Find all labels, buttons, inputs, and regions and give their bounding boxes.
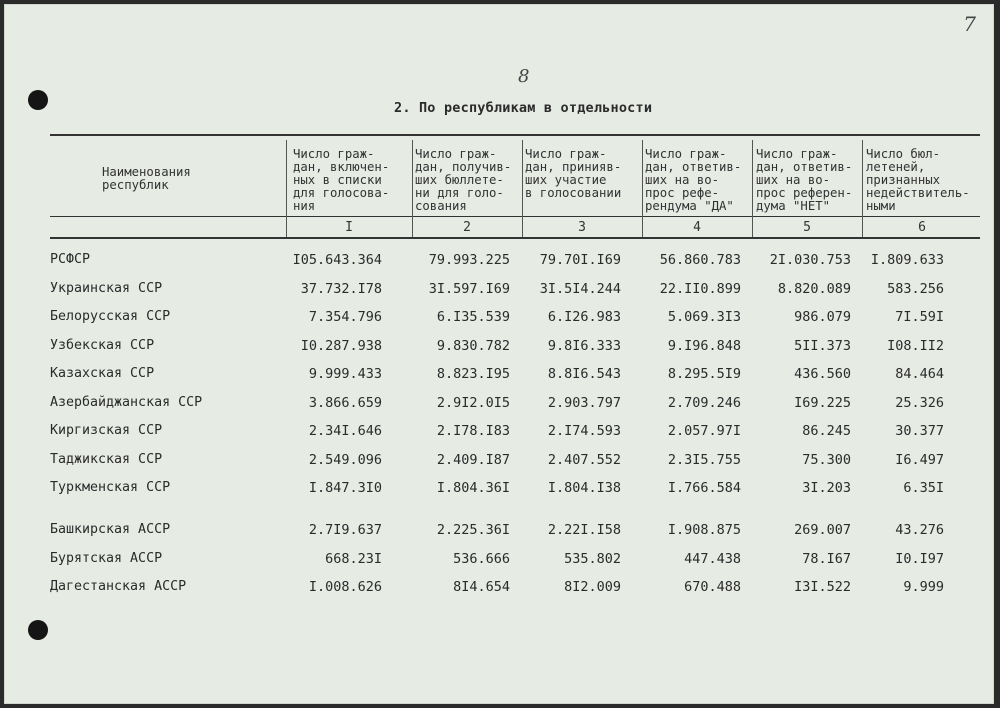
value-cell-col-1: 668.23I <box>325 551 382 567</box>
value-cell-col-5: I69.225 <box>794 395 851 411</box>
value-cell-col-6: 7I.59I <box>895 309 944 325</box>
republic-name: Туркменская ССР <box>50 480 171 495</box>
value-cell-col-1: 2.549.096 <box>308 452 382 468</box>
value-cell-col-2: 9.830.782 <box>436 338 510 354</box>
table-row <box>4 338 994 358</box>
value-cell-col-5: 86.245 <box>802 423 851 439</box>
value-cell-col-4: I.908.875 <box>667 522 741 538</box>
table-row <box>4 281 994 301</box>
value-cell-col-6: I0.I97 <box>895 551 944 567</box>
punch-hole <box>28 620 48 640</box>
header-rule <box>50 216 980 217</box>
value-cell-col-4: 670.488 <box>684 579 741 595</box>
value-cell-col-2: 6.I35.539 <box>436 309 510 325</box>
value-cell-col-3: 2.407.552 <box>547 452 621 468</box>
table-row <box>4 252 994 272</box>
value-cell-col-2: 8.823.I95 <box>436 366 510 382</box>
value-cell-col-3: 79.70I.I69 <box>539 252 621 268</box>
value-cell-col-3: 2.22I.I58 <box>547 522 621 538</box>
value-cell-col-6: 43.276 <box>895 522 944 538</box>
table-top-rule <box>50 134 980 136</box>
table-row <box>4 522 994 542</box>
value-cell-col-5: 3I.203 <box>802 480 851 496</box>
value-cell-col-4: 447.438 <box>684 551 741 567</box>
table-row <box>4 579 994 599</box>
table-row <box>4 395 994 415</box>
value-cell-col-5: I3I.522 <box>794 579 851 595</box>
value-cell-col-5: 5II.373 <box>794 338 851 354</box>
value-cell-col-3: 6.I26.983 <box>547 309 621 325</box>
value-cell-col-2: 3I.597.I69 <box>428 281 510 297</box>
value-cell-col-3: 535.802 <box>564 551 621 567</box>
value-cell-col-1: I0.287.938 <box>300 338 382 354</box>
value-cell-col-6: I6.497 <box>895 452 944 468</box>
value-cell-col-3: 3I.5I4.244 <box>539 281 621 297</box>
document-page <box>4 4 994 704</box>
page-number: 7 <box>963 12 976 36</box>
value-cell-col-4: 2.057.97I <box>667 423 741 439</box>
value-cell-col-5: 269.007 <box>794 522 851 538</box>
value-cell-col-3: 2.I74.593 <box>547 423 621 439</box>
page-title: 2. По республикам в отдельности <box>394 100 653 116</box>
column-number: 5 <box>803 220 811 235</box>
republic-name: Дагестанская АССР <box>50 579 187 594</box>
value-cell-col-4: I.766.584 <box>667 480 741 496</box>
republic-name: Таджикская ССР <box>50 452 163 467</box>
value-cell-col-2: I.804.36I <box>436 480 510 496</box>
header-col-1: Число граж- дан, включен- ных в списки для голосова- ния <box>293 147 390 213</box>
value-cell-col-6: I08.II2 <box>887 338 944 354</box>
header-name-column: Наименования республик <box>102 165 191 192</box>
value-cell-col-1: I05.643.364 <box>292 252 382 268</box>
column-number: 6 <box>918 220 926 235</box>
republic-name: Белорусская ССР <box>50 309 171 324</box>
value-cell-col-5: 8.820.089 <box>777 281 851 297</box>
value-cell-col-1: I.847.3I0 <box>308 480 382 496</box>
value-cell-col-2: 536.666 <box>453 551 510 567</box>
table-row <box>4 452 994 472</box>
value-cell-col-6: 583.256 <box>887 281 944 297</box>
column-number: 3 <box>578 220 586 235</box>
value-cell-col-3: 8.8I6.543 <box>547 366 621 382</box>
value-cell-col-1: 2.34I.646 <box>308 423 382 439</box>
republic-name: Узбекская ССР <box>50 338 155 353</box>
table-row <box>4 309 994 329</box>
value-cell-col-4: 22.II0.899 <box>659 281 741 297</box>
header-col-4: Число граж- дан, ответив- ших на во- прос рефе- рендума "ДА" <box>645 147 742 213</box>
republic-name: Башкирская АССР <box>50 522 171 537</box>
value-cell-col-5: 436.560 <box>794 366 851 382</box>
value-cell-col-5: 75.300 <box>802 452 851 468</box>
header-col-3: Число граж- дан, принияв- ших участие в голосовании <box>525 147 622 200</box>
value-cell-col-2: 2.9I2.0I5 <box>436 395 510 411</box>
value-cell-col-4: 2.3I5.755 <box>667 452 741 468</box>
value-cell-col-6: I.809.633 <box>870 252 944 268</box>
republic-name: Казахская ССР <box>50 366 155 381</box>
value-cell-col-1: 3.866.659 <box>308 395 382 411</box>
republic-name: РСФСР <box>50 252 91 267</box>
value-cell-col-2: 2.409.I87 <box>436 452 510 468</box>
value-cell-col-3: 2.903.797 <box>547 395 621 411</box>
value-cell-col-1: 37.732.I78 <box>300 281 382 297</box>
value-cell-col-1: 9.999.433 <box>308 366 382 382</box>
table-row <box>4 480 994 500</box>
value-cell-col-4: 2.709.246 <box>667 395 741 411</box>
header-col-5: Число граж- дан, ответив- ших на во- прос референ- дума "НЕТ" <box>756 147 853 213</box>
republic-name: Киргизская ССР <box>50 423 163 438</box>
header-col-2: Число граж- дан, получив- ших бюллете- ни для голо- сования <box>415 147 512 213</box>
value-cell-col-2: 8I4.654 <box>453 579 510 595</box>
value-cell-col-4: 56.860.783 <box>659 252 741 268</box>
sheet-number: 8 <box>518 66 530 87</box>
value-cell-col-3: I.804.I38 <box>547 480 621 496</box>
column-number: I <box>345 220 353 235</box>
republic-name: Азербайджанская ССР <box>50 395 203 410</box>
table-row <box>4 366 994 386</box>
value-cell-col-6: 25.326 <box>895 395 944 411</box>
value-cell-col-6: 30.377 <box>895 423 944 439</box>
value-cell-col-2: 2.I78.I83 <box>436 423 510 439</box>
table-row <box>4 423 994 443</box>
punch-hole <box>28 90 48 110</box>
value-cell-col-2: 79.993.225 <box>428 252 510 268</box>
value-cell-col-1: 2.7I9.637 <box>308 522 382 538</box>
value-cell-col-4: 5.069.3I3 <box>667 309 741 325</box>
table-row <box>4 551 994 571</box>
republic-name: Украинская ССР <box>50 281 163 296</box>
value-cell-col-4: 9.I96.848 <box>667 338 741 354</box>
header-col-6: Число бюл- летеней, признанных недействитель- ными <box>866 147 970 213</box>
value-cell-col-6: 9.999 <box>903 579 944 595</box>
column-number: 2 <box>463 220 471 235</box>
value-cell-col-6: 84.464 <box>895 366 944 382</box>
column-number: 4 <box>693 220 701 235</box>
value-cell-col-6: 6.35I <box>903 480 944 496</box>
value-cell-col-2: 2.225.36I <box>436 522 510 538</box>
header-bottom-rule <box>50 237 980 239</box>
republic-name: Бурятская АССР <box>50 551 163 566</box>
value-cell-col-1: I.008.626 <box>308 579 382 595</box>
value-cell-col-5: 986.079 <box>794 309 851 325</box>
value-cell-col-5: 78.I67 <box>802 551 851 567</box>
value-cell-col-3: 9.8I6.333 <box>547 338 621 354</box>
value-cell-col-3: 8I2.009 <box>564 579 621 595</box>
value-cell-col-4: 8.295.5I9 <box>667 366 741 382</box>
value-cell-col-5: 2I.030.753 <box>769 252 851 268</box>
value-cell-col-1: 7.354.796 <box>308 309 382 325</box>
